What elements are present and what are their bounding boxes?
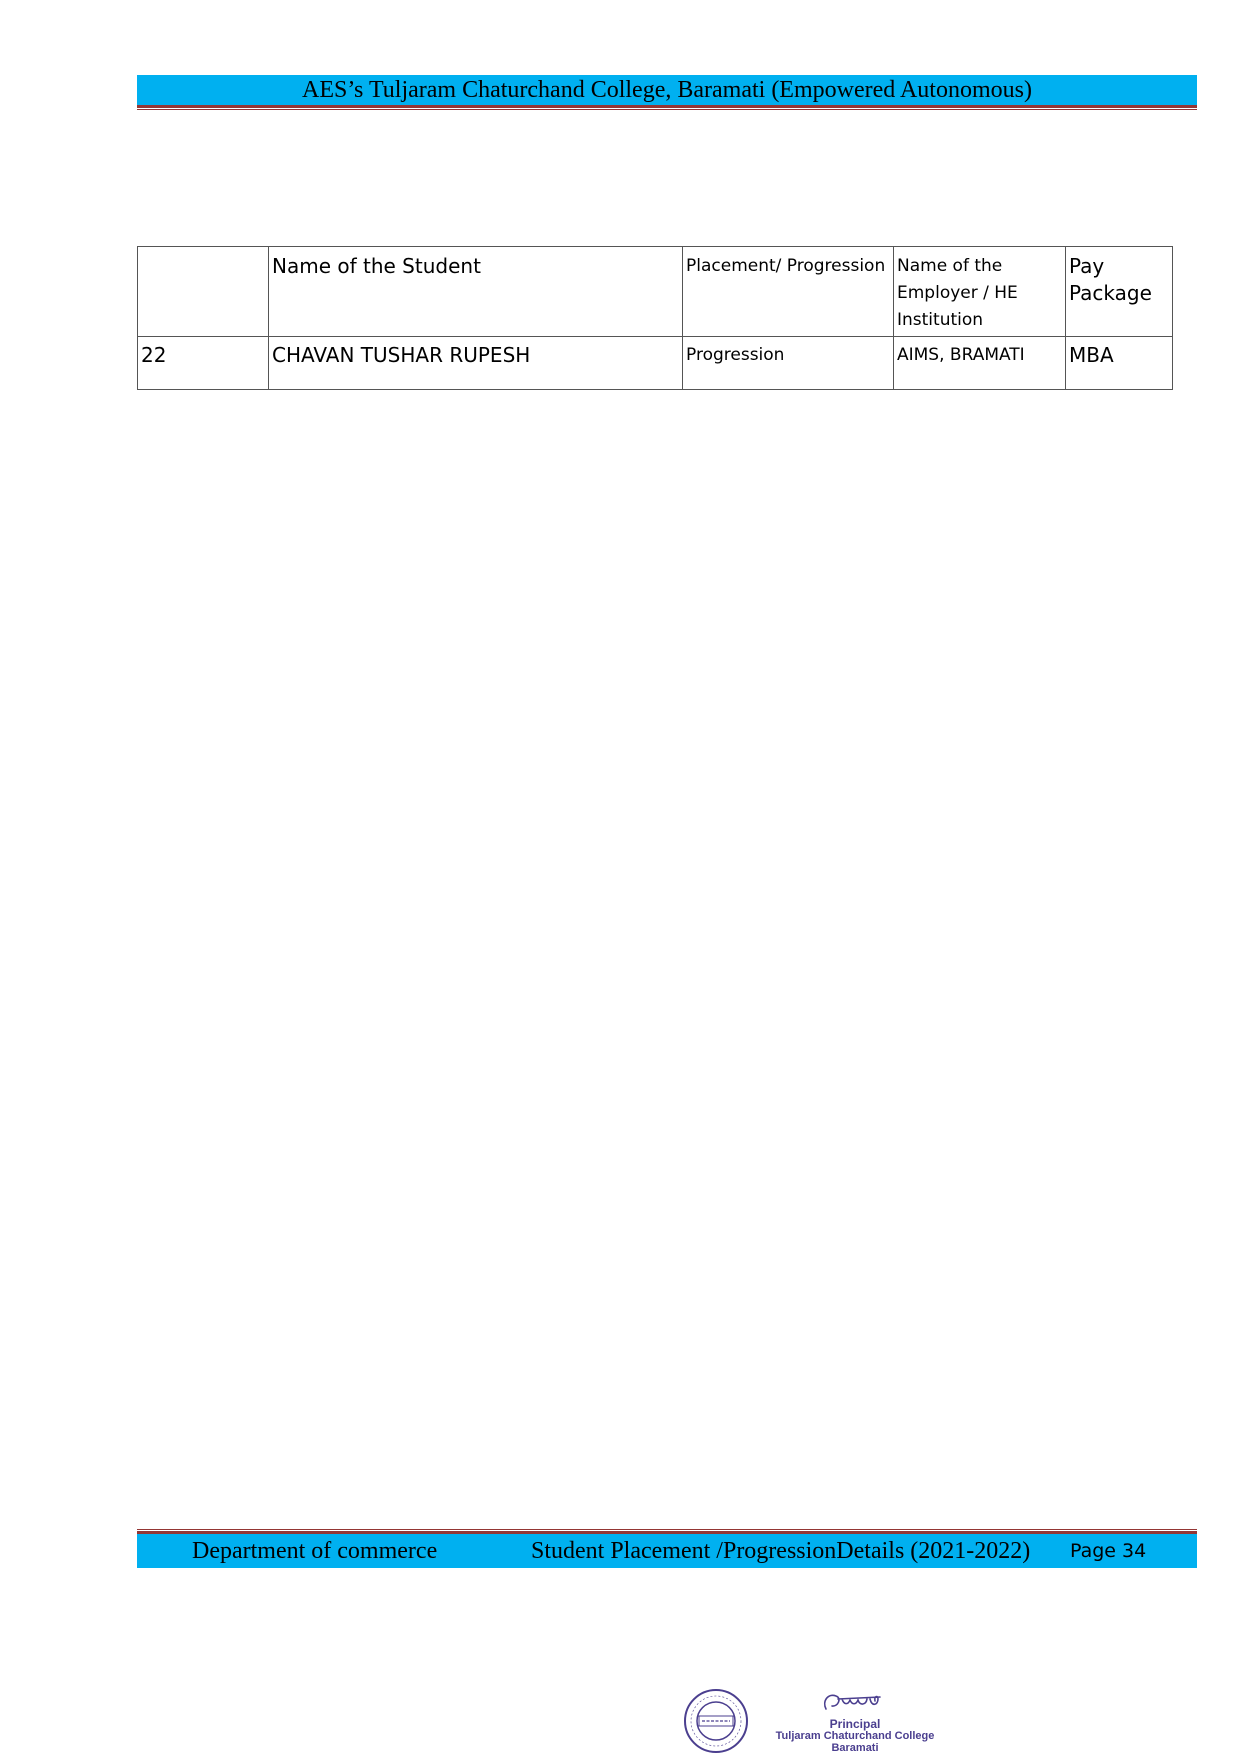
cell-pay-package: MBA <box>1066 337 1173 390</box>
header-rule-thin <box>137 109 1197 110</box>
principal-signature-icon <box>820 1691 886 1717</box>
signatory-college: Tuljaram Chaturchand College <box>775 1730 935 1742</box>
header-cell-placement: Placement/ Progression <box>683 247 894 337</box>
header-cell-employer: Name of the Employer / HE Institution <box>894 247 1066 337</box>
page-header <box>137 75 1197 105</box>
header-cell-sr <box>138 247 269 337</box>
signatory-role: Principal <box>829 1717 881 1731</box>
placement-table <box>137 246 1173 390</box>
header-cell-student-name: Name of the Student <box>269 247 683 337</box>
header-title: AES’s Tuljaram Chaturchand College, Baramati (Empowered Autonomous) <box>302 77 1032 103</box>
signatory-city: Baramati <box>831 1742 879 1754</box>
principal-signature-block <box>775 1718 935 1754</box>
table-row <box>138 337 1173 390</box>
header-rule <box>137 105 1197 108</box>
page-footer <box>137 1534 1197 1568</box>
footer-rule-thin <box>137 1529 1197 1530</box>
header-cell-pay-package: Pay Package <box>1066 247 1173 337</box>
cell-employer: AIMS, BRAMATI <box>894 337 1066 390</box>
cell-student-name: CHAVAN TUSHAR RUPESH <box>269 337 683 390</box>
footer-title: Student Placement /ProgressionDetails (2021-2022) <box>531 1538 1031 1564</box>
college-seal-icon <box>683 1688 749 1754</box>
page-number: Page 34 <box>1070 1540 1147 1562</box>
cell-placement: Progression <box>683 337 894 390</box>
footer-department: Department of commerce <box>192 1538 438 1564</box>
table-header-row <box>138 247 1173 337</box>
cell-sr: 22 <box>138 337 269 390</box>
